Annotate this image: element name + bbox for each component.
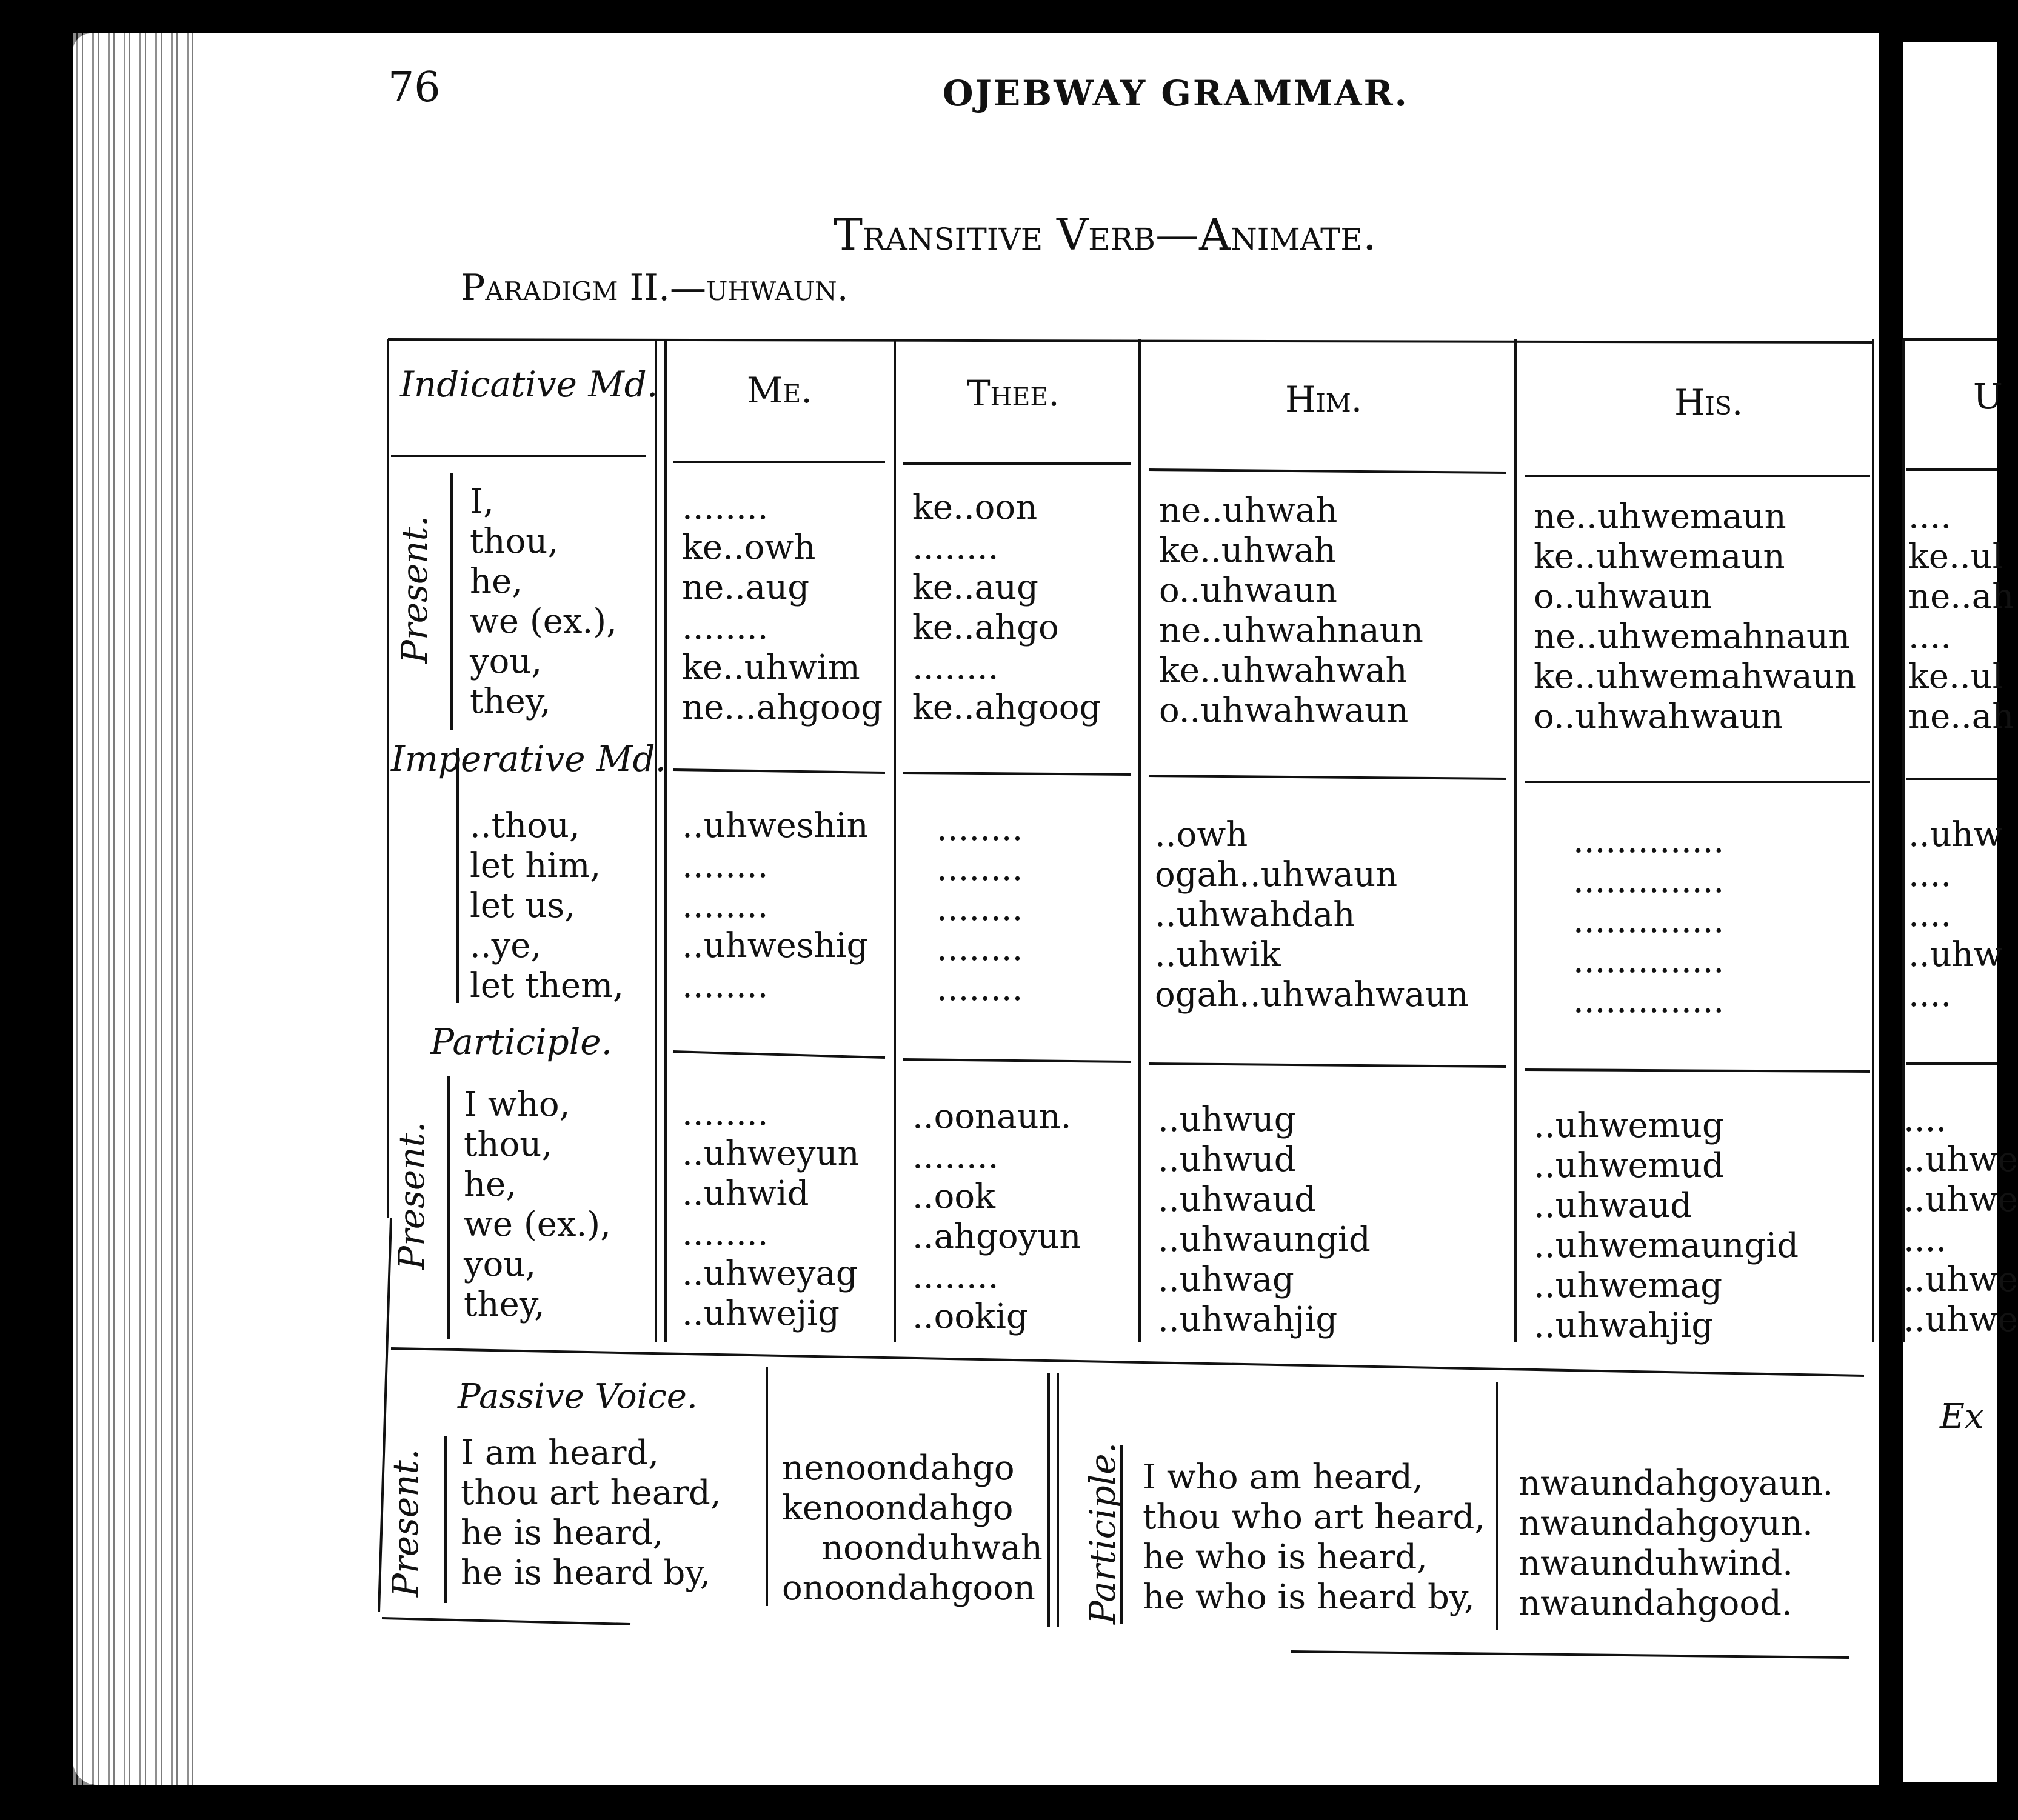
- form-cell: ..oonaun.: [912, 1097, 1072, 1136]
- participle-next: [1903, 1100, 2018, 1340]
- form-cell: ........: [682, 488, 769, 527]
- form-cell: ke..ul: [1908, 537, 2003, 576]
- imperative-next: [1908, 815, 2003, 1015]
- person-cell: they,: [470, 682, 551, 721]
- indicative-next: [1908, 497, 2014, 737]
- form-cell: ..owh: [1155, 815, 1248, 855]
- passive-cell: he is heard,: [461, 1513, 664, 1553]
- person-cell: let us,: [470, 886, 575, 925]
- form-cell: ..ahgoyun: [912, 1217, 1081, 1256]
- person-cell: I,: [470, 482, 494, 521]
- form-cell: ..uhwug: [1158, 1100, 1296, 1139]
- column-header-his: His.: [1674, 382, 1743, 423]
- form-cell: ..ookig: [912, 1297, 1028, 1336]
- form-cell: ..uhwaud: [1158, 1180, 1316, 1219]
- person-cell: he,: [464, 1165, 517, 1204]
- indicative-me: [682, 488, 883, 728]
- passive-cell: onoondahgoon: [782, 1568, 1035, 1608]
- form-cell: ke..oon: [912, 488, 1038, 527]
- form-cell: ne..ah: [1908, 697, 2014, 736]
- form-cell: ..uhwik: [1155, 935, 1281, 975]
- form-cell: ........: [937, 849, 1023, 888]
- participle-persons: [464, 1085, 611, 1325]
- passive-participle-ojebway: [1519, 1464, 1833, 1624]
- form-cell: ........: [682, 846, 769, 885]
- form-cell: ..uhwe: [1903, 1300, 2018, 1339]
- form-cell: ..uhwemug: [1534, 1106, 1724, 1145]
- form-cell: ........: [937, 809, 1023, 848]
- form-cell: ..uhwud: [1158, 1140, 1296, 1179]
- form-cell: ..uhweyun: [682, 1134, 860, 1173]
- form-cell: ....: [1908, 855, 1952, 895]
- participle-thee: [912, 1097, 1081, 1337]
- form-cell: ..uhwejig: [682, 1294, 840, 1333]
- form-cell: ne..ah: [1908, 577, 2014, 616]
- form-cell: ........: [682, 1094, 769, 1133]
- form-cell: ........: [937, 929, 1023, 968]
- form-cell: ..uhwahjig: [1534, 1306, 1714, 1345]
- form-cell: ....: [1908, 975, 1952, 1015]
- form-cell: ..uhwaud: [1534, 1186, 1692, 1225]
- side-label-participle-passive: Participle.: [1082, 1442, 1123, 1624]
- form-cell: ne...ahgoog: [682, 688, 883, 727]
- column-header-mood: Indicative Md.: [400, 364, 658, 405]
- passive-cell: noonduhwah: [821, 1528, 1043, 1568]
- form-cell: ........: [682, 608, 769, 647]
- form-cell: ..uhwid: [682, 1174, 809, 1213]
- running-title: OJEBWAY GRAMMAR.: [943, 73, 1409, 114]
- passive-cell: he who is heard by,: [1143, 1578, 1475, 1617]
- form-cell: ..............: [1573, 981, 1725, 1021]
- person-cell: let them,: [470, 966, 624, 1005]
- page-number: 76: [388, 64, 441, 112]
- form-cell: o..uhwahwaun: [1534, 697, 1783, 736]
- imperative-thee: [937, 809, 1023, 1009]
- form-cell: ..............: [1573, 901, 1725, 941]
- form-cell: ..uhwemud: [1534, 1146, 1724, 1185]
- form-cell: ........: [912, 648, 999, 687]
- side-label-present-participle: Present.: [391, 1121, 432, 1270]
- form-cell: ne..uhwah: [1159, 491, 1338, 530]
- passive-present-english: [461, 1433, 721, 1593]
- side-label-present: Present.: [394, 515, 435, 664]
- form-cell: ke..ul: [1908, 657, 2003, 696]
- indicative-his: [1534, 497, 1856, 737]
- form-cell: ke..uhwim: [682, 648, 860, 687]
- column-header-me: Me.: [747, 370, 812, 411]
- person-cell: we (ex.),: [464, 1205, 611, 1244]
- imperative-me: [682, 806, 869, 1006]
- form-cell: ..............: [1573, 861, 1725, 901]
- passive-participle-english: [1143, 1458, 1485, 1618]
- form-cell: ke..aug: [912, 568, 1038, 607]
- form-cell: ....: [1908, 895, 1952, 935]
- form-cell: ..uhwemag: [1534, 1266, 1723, 1305]
- form-cell: ne..uhwemaun: [1534, 497, 1786, 536]
- form-cell: ........: [682, 886, 769, 925]
- person-cell: let him,: [470, 846, 601, 885]
- indicative-persons: [470, 482, 617, 722]
- person-cell: you,: [464, 1245, 536, 1284]
- form-cell: ..uhwahjig: [1158, 1300, 1338, 1339]
- form-cell: ..uhwahdah: [1155, 895, 1355, 935]
- form-cell: ne..aug: [682, 568, 810, 607]
- section-label-participle: Participle.: [430, 1021, 613, 1062]
- form-cell: ..uhwe: [1903, 1180, 2018, 1219]
- passive-next-fragment: Ex: [1940, 1397, 1984, 1436]
- form-cell: ....: [1908, 497, 1952, 536]
- form-cell: ke..ahgo: [912, 608, 1059, 647]
- form-cell: ogah..uhwahwaun: [1155, 975, 1469, 1015]
- passive-cell: nwaundahgood.: [1519, 1584, 1792, 1623]
- form-cell: ........: [682, 1214, 769, 1253]
- form-cell: ..uhwaungid: [1158, 1220, 1371, 1259]
- form-cell: o..uhwaun: [1534, 577, 1712, 616]
- indicative-him: [1159, 491, 1423, 731]
- form-cell: ........: [937, 889, 1023, 928]
- person-cell: you,: [470, 642, 543, 681]
- passive-cell: kenoondahgo: [782, 1488, 1014, 1528]
- form-cell: ogah..uhwaun: [1155, 855, 1398, 895]
- passive-cell: I am heard,: [461, 1433, 660, 1473]
- passive-cell: thou who art heard,: [1143, 1498, 1486, 1537]
- person-cell: thou,: [470, 522, 559, 561]
- passive-cell: thou art heard,: [461, 1473, 721, 1513]
- form-cell: ke..uhwemaun: [1534, 537, 1785, 576]
- person-cell: ..ye,: [470, 926, 542, 965]
- form-cell: ke..ahgoog: [912, 688, 1101, 727]
- form-cell: ..............: [1573, 821, 1725, 861]
- form-cell: ke..owh: [682, 528, 816, 567]
- passive-cell: nwaundahgoyun.: [1519, 1504, 1813, 1543]
- form-cell: o..uhwaun: [1159, 571, 1337, 610]
- form-cell: ..uhweyag: [682, 1254, 858, 1293]
- form-cell: ..............: [1573, 941, 1725, 981]
- side-label-present-passive: Present.: [385, 1448, 426, 1597]
- passive-present-ojebway: [782, 1448, 1043, 1608]
- form-cell: ..uhw: [1908, 815, 2003, 855]
- person-cell: I who,: [464, 1085, 570, 1124]
- person-cell: he,: [470, 562, 523, 601]
- form-cell: ..uhweshig: [682, 926, 869, 965]
- participle-his: [1534, 1106, 1799, 1346]
- person-cell: we (ex.),: [470, 602, 617, 641]
- form-cell: ........: [912, 528, 999, 567]
- form-cell: ..uhwemaungid: [1534, 1226, 1799, 1265]
- form-cell: ke..uhwahwah: [1159, 651, 1408, 690]
- form-cell: ........: [682, 966, 769, 1005]
- section-label-passive: Passive Voice.: [458, 1377, 698, 1416]
- form-cell: ne..uhwemahnaun: [1534, 617, 1851, 656]
- person-cell: they,: [464, 1285, 545, 1324]
- form-cell: ....: [1903, 1220, 1947, 1259]
- indicative-thee: [912, 488, 1101, 728]
- form-cell: ....: [1908, 617, 1952, 656]
- form-cell: ........: [912, 1257, 999, 1296]
- passive-cell: he is heard by,: [461, 1553, 711, 1593]
- paradigm-title: Paradigm II.—uhwaun.: [461, 267, 849, 309]
- section-label-imperative: Imperative Md.: [391, 738, 667, 779]
- form-cell: ..uhweshin: [682, 806, 869, 845]
- passive-cell: nwaundahgoyaun.: [1519, 1464, 1834, 1503]
- imperative-persons: [470, 806, 624, 1006]
- form-cell: o..uhwahwaun: [1159, 691, 1409, 730]
- column-header-thee: Thee.: [967, 373, 1060, 414]
- passive-cell: nwaunduhwind.: [1519, 1544, 1794, 1583]
- form-cell: ....: [1903, 1100, 1947, 1139]
- person-cell: ..thou,: [470, 806, 580, 845]
- form-cell: ..uhw: [1908, 935, 2003, 975]
- participle-me: [682, 1094, 860, 1334]
- section-title: Transitive Verb—Animate.: [834, 209, 1377, 260]
- form-cell: ke..uhwemahwaun: [1534, 657, 1856, 696]
- passive-cell: he who is heard,: [1143, 1538, 1428, 1577]
- form-cell: ........: [937, 969, 1023, 1008]
- form-cell: ..uhwe: [1903, 1260, 2018, 1299]
- form-cell: ke..uhwah: [1159, 531, 1337, 570]
- imperative-him: [1155, 815, 1469, 1015]
- form-cell: ........: [912, 1137, 999, 1176]
- form-cell: ..uhwag: [1158, 1260, 1294, 1299]
- column-header-him: Him.: [1285, 379, 1363, 420]
- form-cell: ..ook: [912, 1177, 995, 1216]
- person-cell: thou,: [464, 1125, 553, 1164]
- participle-him: [1158, 1100, 1371, 1340]
- imperative-his: [1573, 821, 1724, 1021]
- passive-cell: nenoondahgo: [782, 1448, 1015, 1488]
- column-header-next: U: [1973, 376, 2003, 417]
- passive-cell: I who am heard,: [1143, 1458, 1423, 1497]
- form-cell: ..uhwe: [1903, 1140, 2018, 1179]
- form-cell: ne..uhwahnaun: [1159, 611, 1423, 650]
